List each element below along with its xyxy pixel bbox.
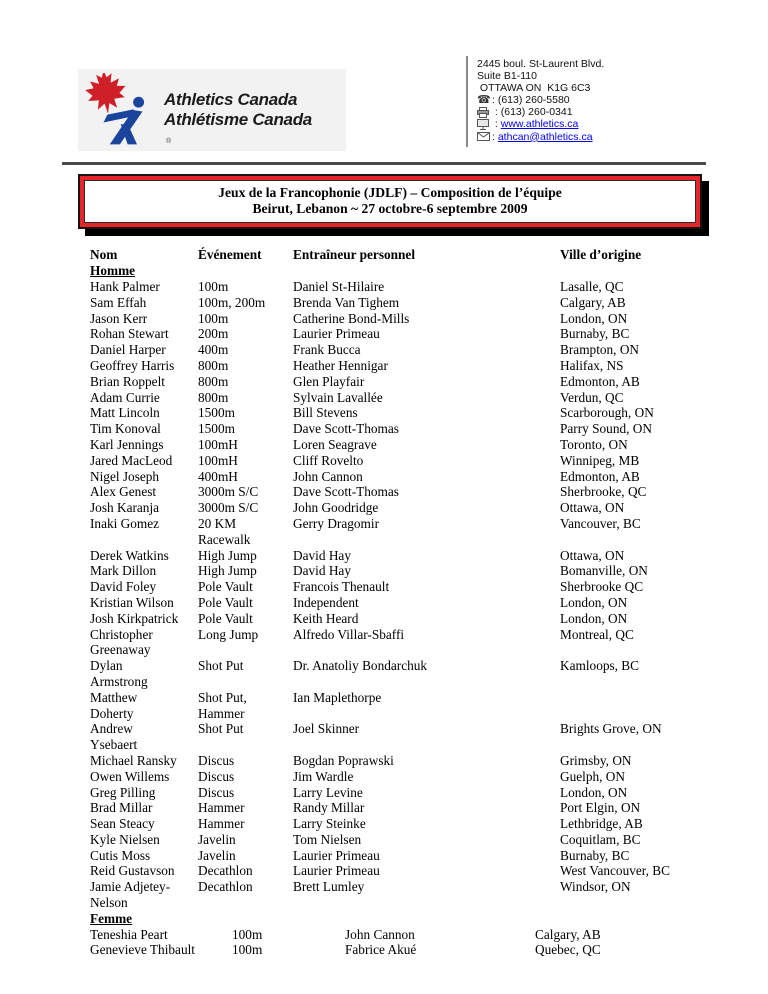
cell-city: Calgary, AB — [535, 926, 601, 942]
cell-city: Edmonton, AB — [560, 468, 640, 484]
cell-name: Teneshia Peart — [90, 926, 168, 942]
column-header-ville: Ville d’origine — [560, 247, 642, 263]
cell-coach: Brett Lumley — [293, 879, 365, 895]
cell-name: Kristian Wilson — [90, 594, 174, 610]
cell-coach: Dave Scott-Thomas — [293, 484, 399, 500]
cell-name: Alex Genest — [90, 484, 157, 500]
website-link[interactable]: www.athletics.ca — [500, 118, 579, 131]
cell-event: 800m — [198, 373, 229, 389]
cell-name: Adam Currie — [90, 389, 160, 405]
cell-event: 100m — [198, 310, 229, 326]
cell-city — [560, 690, 690, 722]
phone-icon: ☎ — [477, 94, 491, 107]
cell-city: Quebec, QC — [535, 942, 601, 958]
cell-city: Sherbrooke QC — [560, 579, 644, 595]
cell-name: Karl Jennings — [90, 436, 164, 452]
table-row — [90, 563, 690, 579]
address-line-1: 2445 boul. St-Laurent Blvd. — [477, 58, 605, 70]
contact-block — [466, 56, 706, 147]
cell-coach: John Goodridge — [293, 500, 379, 516]
cell-name: Genevieve Thibault — [90, 942, 195, 958]
cell-coach: Daniel St-Hilaire — [293, 279, 385, 294]
table-row — [90, 879, 690, 911]
cell-coach: Brenda Van Tighem — [293, 294, 400, 310]
email-line — [477, 131, 706, 143]
cell-event: 100mH — [198, 452, 238, 468]
cell-city: Winnipeg, MB — [560, 452, 640, 468]
cell-coach: Laurier Primeau — [293, 847, 380, 863]
cell-city: Montreal, QC — [560, 626, 634, 642]
table-row — [90, 863, 690, 879]
cell-city: Kamloops, BC — [560, 658, 640, 674]
cell-coach: David Hay — [293, 547, 351, 563]
section-label-femme: Femme — [90, 910, 133, 926]
table-header-row — [90, 247, 690, 263]
cell-name: Brian Roppelt — [90, 373, 165, 389]
cell-coach: Dr. Anatoliy Bondarchuk — [293, 658, 428, 674]
cell-event: 400mH — [198, 468, 238, 484]
cell-name: Michael Ransky — [90, 752, 177, 768]
cell-name: Jamie Adjetey-Nelson — [90, 879, 171, 911]
cell-city: London, ON — [560, 594, 628, 610]
cell-name: Tim Konoval — [90, 421, 161, 437]
title-box-red-border — [80, 176, 700, 227]
cell-name: Inaki Gomez — [90, 515, 160, 531]
table-row — [90, 279, 690, 295]
cell-event: High Jump — [198, 547, 257, 563]
table-row — [90, 832, 690, 848]
cell-event: 100mH — [198, 436, 238, 452]
cell-name: Kyle Nielsen — [90, 831, 160, 847]
email-link[interactable]: athcan@athletics.ca — [497, 130, 593, 143]
roster-rows-homme — [90, 279, 690, 911]
registered-trademark: ® — [166, 138, 172, 145]
cell-city: Burnaby, BC — [560, 326, 630, 342]
cell-coach: Laurier Primeau — [293, 326, 380, 342]
cell-name: Sam Effah — [90, 294, 147, 310]
cell-city: Port Elgin, ON — [560, 800, 641, 816]
logo-wordmark — [164, 90, 312, 130]
cell-event: 20 KM Racewalk — [198, 515, 251, 547]
cell-name: Josh Karanja — [90, 500, 160, 516]
cell-name: Greg Pilling — [90, 784, 156, 800]
roster-section-homme — [90, 263, 690, 911]
cell-event: 800m — [198, 389, 229, 405]
cell-event: Shot Put, Hammer — [198, 689, 247, 721]
cell-name: Derek Watkins — [90, 547, 169, 563]
table-row — [90, 927, 690, 943]
roster-rows-femme — [90, 927, 690, 959]
cell-event: Shot Put — [198, 721, 244, 737]
roster-table — [90, 247, 690, 958]
cell-event: Shot Put — [198, 658, 244, 674]
maple-leaf-runner-icon — [84, 73, 162, 147]
logo-line-en: Athletics Canada — [164, 90, 298, 109]
fax-number: : (613) 260-0341 — [492, 106, 573, 119]
cell-coach: Larry Steinke — [293, 816, 366, 832]
table-row — [90, 453, 690, 469]
cell-coach: Independent — [293, 594, 359, 610]
cell-city: Burnaby, BC — [560, 847, 630, 863]
cell-coach: Gerry Dragomir — [293, 515, 380, 531]
cell-coach: Jim Wardle — [293, 768, 354, 784]
table-row — [90, 816, 690, 832]
cell-name: Dylan Armstrong — [90, 658, 148, 689]
cell-event: Hammer — [198, 816, 245, 832]
table-row — [90, 785, 690, 801]
cell-name: David Foley — [90, 579, 157, 595]
table-row — [90, 658, 690, 690]
table-row — [90, 421, 690, 437]
cell-city: Brampton, ON — [560, 342, 640, 358]
cell-name: Owen Willems — [90, 768, 170, 784]
table-row — [90, 374, 690, 390]
table-row — [90, 342, 690, 358]
cell-name: Sean Steacy — [90, 816, 155, 832]
section-label-homme: Homme — [90, 263, 136, 279]
cell-event: High Jump — [198, 563, 257, 579]
cell-city: Coquitlam, BC — [560, 831, 641, 847]
cell-city: Scarborough, ON — [560, 405, 654, 421]
cell-event: Discus — [198, 752, 235, 768]
cell-name: Rohan Stewart — [90, 326, 169, 342]
cell-coach: Heather Hennigar — [293, 357, 388, 373]
cell-city: Toronto, ON — [560, 436, 628, 452]
cell-city: Lasalle, QC — [560, 279, 624, 294]
cell-city: Vancouver, BC — [560, 515, 641, 531]
cell-name: Cutis Moss — [90, 847, 151, 863]
cell-coach: Cliff Rovelto — [293, 452, 364, 468]
cell-name: Nigel Joseph — [90, 468, 160, 484]
cell-name: Josh Kirkpatrick — [90, 610, 179, 626]
table-row — [90, 769, 690, 785]
table-row — [90, 848, 690, 864]
cell-name: Geoffrey Harris — [90, 357, 175, 373]
fax-line — [477, 106, 706, 118]
cell-name: Mark Dillon — [90, 563, 157, 579]
cell-name: Brad Millar — [90, 800, 153, 816]
address-line-3: OTTAWA ON K1G 6C3 — [477, 82, 591, 95]
cell-coach: Catherine Bond-Mills — [293, 310, 410, 326]
table-row — [90, 800, 690, 816]
table-row — [90, 500, 690, 516]
cell-city: Lethbridge, AB — [560, 816, 643, 832]
table-row — [90, 721, 690, 753]
cell-coach: David Hay — [293, 563, 351, 579]
envelope-icon — [477, 132, 491, 141]
cell-city: Bomanville, ON — [560, 563, 648, 579]
column-header-evenement: Événement — [198, 247, 262, 263]
cell-coach: Frank Bucca — [293, 342, 361, 358]
address-line-2: Suite B1-110 — [477, 70, 537, 83]
website-label: : — [492, 118, 501, 131]
cell-event: 800m — [198, 357, 229, 373]
cell-event: Decathlon — [198, 863, 253, 879]
cell-event: 1500m — [198, 421, 235, 437]
table-row — [90, 295, 690, 311]
cell-event: Javelin — [198, 847, 236, 863]
cell-event: 100m — [198, 279, 229, 294]
cell-event: 100m — [232, 926, 263, 942]
cell-city: Grimsby, ON — [560, 752, 632, 768]
cell-coach: Joel Skinner — [293, 721, 360, 737]
cell-event: 400m — [198, 342, 229, 358]
header-divider-rule — [62, 162, 706, 165]
cell-name: Jared MacLeod — [90, 452, 173, 468]
cell-coach: Alfredo Villar-Sbaffi — [293, 626, 405, 642]
cell-city: Verdun, QC — [560, 389, 624, 405]
cell-event: Discus — [198, 784, 235, 800]
cell-event: 100m — [232, 942, 263, 958]
cell-name: Andrew Ysebaert — [90, 721, 138, 753]
table-row — [90, 469, 690, 485]
cell-name: Jason Kerr — [90, 310, 148, 326]
cell-city: London, ON — [560, 784, 628, 800]
cell-coach: Tom Nielsen — [293, 831, 362, 847]
cell-event: Hammer — [198, 800, 245, 816]
cell-city: Calgary, AB — [560, 294, 626, 310]
cell-coach: Larry Levine — [293, 784, 363, 800]
title-box — [78, 174, 702, 229]
cell-name: Matthew Doherty — [90, 689, 138, 721]
cell-coach: Ian Maplethorpe — [293, 689, 382, 705]
document-subtitle: Beirut, Lebanon ~ 27 octobre-6 septembre 2009 — [252, 201, 528, 217]
cell-name: Reid Gustavson — [90, 863, 175, 879]
cell-event: 3000m S/C — [198, 500, 259, 516]
cell-city: Ottawa, ON — [560, 547, 625, 563]
cell-coach: Keith Heard — [293, 610, 359, 626]
cell-city: Sherbrooke, QC — [560, 484, 647, 500]
cell-event: 100m, 200m — [198, 294, 266, 310]
cell-name: Matt Lincoln — [90, 405, 160, 421]
monitor-icon — [477, 119, 491, 130]
roster-section-femme — [90, 911, 690, 958]
cell-event: Javelin — [198, 831, 236, 847]
title-box-inner — [84, 180, 696, 223]
cell-city: Parry Sound, ON — [560, 421, 652, 437]
cell-coach: John Cannon — [293, 468, 363, 484]
table-row — [90, 942, 690, 958]
table-row — [90, 437, 690, 453]
cell-event: Discus — [198, 768, 235, 784]
cell-city: Edmonton, AB — [560, 373, 640, 389]
cell-coach: Randy Millar — [293, 800, 365, 816]
cell-coach: Bill Stevens — [293, 405, 358, 421]
table-row — [90, 611, 690, 627]
cell-city: London, ON — [560, 610, 628, 626]
cell-event: 1500m — [198, 405, 235, 421]
cell-city: Brights Grove, ON — [560, 721, 662, 737]
email-label: : — [492, 130, 498, 143]
cell-event: 3000m S/C — [198, 484, 259, 500]
cell-name: Daniel Harper — [90, 342, 166, 358]
cell-name: Christopher Greenaway — [90, 626, 153, 658]
column-header-nom: Nom — [90, 247, 118, 263]
table-row — [90, 405, 690, 421]
cell-event: Long Jump — [198, 626, 259, 642]
website-line — [477, 118, 706, 130]
cell-coach: Fabrice Akué — [345, 942, 417, 958]
table-row — [90, 390, 690, 406]
letterhead — [62, 56, 706, 158]
column-header-entraineur: Entraîneur personnel — [293, 247, 416, 263]
cell-city: West Vancouver, BC — [560, 863, 671, 879]
cell-city: London, ON — [560, 310, 628, 326]
cell-coach: Bogdan Poprawski — [293, 752, 394, 768]
table-row — [90, 358, 690, 374]
cell-event: Pole Vault — [198, 594, 253, 610]
table-row — [90, 753, 690, 769]
table-row — [90, 311, 690, 327]
cell-event: Decathlon — [198, 879, 253, 895]
cell-coach: Dave Scott-Thomas — [293, 421, 399, 437]
phone-line — [477, 94, 706, 106]
table-row — [90, 326, 690, 342]
table-row — [90, 484, 690, 500]
cell-city: Ottawa, ON — [560, 500, 625, 516]
cell-coach: Glen Playfair — [293, 373, 365, 389]
cell-city: Windsor, ON — [560, 879, 631, 895]
cell-city: Halifax, NS — [560, 357, 624, 373]
fax-icon — [477, 107, 491, 118]
table-row — [90, 690, 690, 722]
table-row — [90, 595, 690, 611]
table-row — [90, 516, 690, 548]
athletics-canada-logo — [78, 69, 346, 151]
cell-coach: John Cannon — [345, 926, 415, 942]
cell-event: 200m — [198, 326, 229, 342]
logo-line-fr: Athlétisme Canada — [164, 110, 312, 129]
table-row — [90, 548, 690, 564]
cell-coach: Laurier Primeau — [293, 863, 380, 879]
document-title: Jeux de la Francophonie (JDLF) – Composition de l’équipe — [218, 185, 562, 200]
table-row — [90, 579, 690, 595]
cell-event: Pole Vault — [198, 610, 253, 626]
table-row — [90, 627, 690, 659]
phone-number: : (613) 260-5580 — [492, 94, 570, 107]
cell-coach: Francois Thenault — [293, 579, 390, 595]
cell-event: Pole Vault — [198, 579, 253, 595]
cell-coach: Sylvain Lavallée — [293, 389, 383, 405]
cell-name: Hank Palmer — [90, 279, 160, 294]
cell-city: Guelph, ON — [560, 768, 625, 784]
cell-coach: Loren Seagrave — [293, 436, 377, 452]
